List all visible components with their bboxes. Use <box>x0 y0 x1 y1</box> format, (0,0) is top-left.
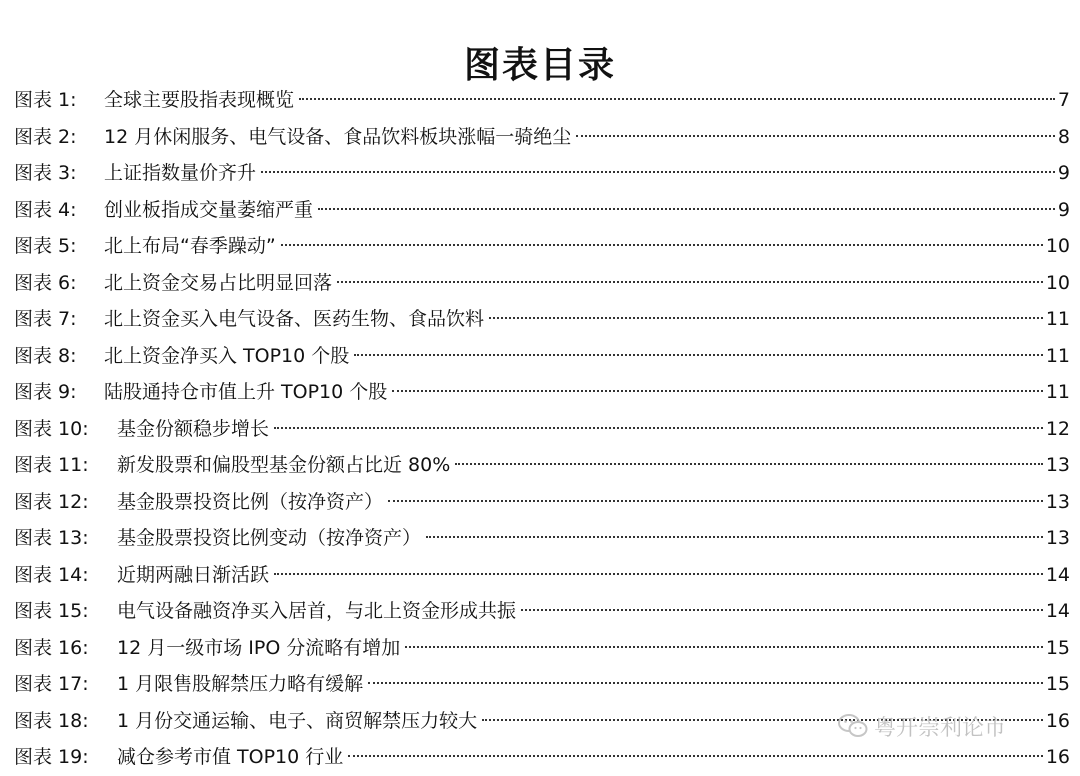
toc-entry-page: 14 <box>1045 563 1070 586</box>
toc-entry-page: 9 <box>1057 162 1070 184</box>
toc-entry-title: 1 月限售股解禁压力略有缓解 <box>117 673 364 695</box>
toc-entry-label: 图表 15: <box>14 600 89 622</box>
toc-entry-label: 图表 17: <box>14 673 89 695</box>
toc-entry[interactable] <box>14 338 1070 375</box>
toc-entry-title: 新发股票和偏股型基金份额占比近 80% <box>117 454 451 476</box>
toc-entry-page: 10 <box>1045 271 1070 294</box>
toc-leader-dots <box>274 427 1043 429</box>
toc-entry[interactable] <box>14 374 1070 411</box>
toc-entry-label: 图表 1: <box>14 89 77 111</box>
toc-entry-page: 15 <box>1045 673 1070 695</box>
toc-entry-label: 图表 10: <box>14 417 89 440</box>
toc-leader-dots <box>368 682 1043 684</box>
toc-entry-page: 16 <box>1045 746 1070 768</box>
toc-entry-page: 13 <box>1045 490 1070 513</box>
toc-list <box>14 82 1070 776</box>
toc-entry-title: 北上资金交易占比明显回落 <box>104 271 333 294</box>
toc-leader-dots <box>388 500 1043 502</box>
toc-leader-dots <box>489 317 1043 319</box>
toc-entry-page: 14 <box>1045 600 1070 622</box>
toc-entry-label: 图表 18: <box>14 709 89 732</box>
toc-entry-label: 图表 2: <box>14 125 77 148</box>
toc-entry-label: 图表 8: <box>14 344 77 367</box>
toc-entry-title: 基金股票投资比例变动（按净资产） <box>117 527 422 549</box>
toc-entry[interactable] <box>14 155 1070 192</box>
watermark-text: 粤开崇利论市 <box>874 715 1007 741</box>
toc-entry-title: 1 月份交通运输、电子、商贸解禁压力较大 <box>117 709 478 732</box>
toc-leader-dots <box>455 463 1043 465</box>
toc-entry-label: 图表 12: <box>14 490 89 513</box>
toc-entry-title: 上证指数量价齐升 <box>104 162 257 184</box>
toc-leader-dots <box>521 609 1043 611</box>
toc-entry-label: 图表 5: <box>14 235 77 257</box>
toc-entry[interactable] <box>14 119 1070 156</box>
toc-entry-label: 图表 11: <box>14 454 89 476</box>
toc-entry[interactable] <box>14 557 1070 594</box>
toc-entry[interactable] <box>14 192 1070 229</box>
toc-entry-title: 北上布局“春季躁动” <box>104 235 276 257</box>
toc-entry-title: 电气设备融资净买入居首，与北上资金形成共振 <box>117 600 517 622</box>
toc-entry[interactable] <box>14 630 1070 667</box>
toc-entry-title: 减仓参考市值 TOP10 行业 <box>117 746 344 768</box>
toc-entry-label: 图表 4: <box>14 198 77 221</box>
toc-entry[interactable] <box>14 228 1070 265</box>
toc-entry-page: 16 <box>1045 709 1070 732</box>
toc-entry[interactable] <box>14 82 1070 119</box>
toc-entry-title: 全球主要股指表现概览 <box>104 89 295 111</box>
toc-entry-page: 7 <box>1057 89 1070 111</box>
toc-entry[interactable] <box>14 265 1070 302</box>
toc-leader-dots <box>281 244 1043 246</box>
toc-entry-title: 12 月休闲服务、电气设备、食品饮料板块涨幅一骑绝尘 <box>104 125 572 148</box>
toc-entry-title: 创业板指成交量萎缩严重 <box>104 198 314 221</box>
toc-entry-title: 基金股票投资比例（按净资产） <box>117 490 384 513</box>
toc-entry-page: 10 <box>1045 235 1070 257</box>
toc-entry-label: 图表 6: <box>14 271 77 294</box>
toc-entry-title: 陆股通持仓市值上升 TOP10 个股 <box>104 381 388 403</box>
toc-leader-dots <box>405 646 1043 648</box>
toc-entry-label: 图表 16: <box>14 636 89 659</box>
toc-entry-label: 图表 14: <box>14 563 89 586</box>
toc-leader-dots <box>348 755 1043 757</box>
toc-entry-page: 11 <box>1045 308 1070 330</box>
toc-leader-dots <box>299 98 1055 100</box>
toc-entry-label: 图表 7: <box>14 308 77 330</box>
toc-entry-title: 北上资金买入电气设备、医药生物、食品饮料 <box>104 308 485 330</box>
toc-entry[interactable] <box>14 411 1070 448</box>
toc-entry-page: 12 <box>1045 417 1070 440</box>
toc-leader-dots <box>576 135 1055 137</box>
wechat-icon <box>838 713 868 739</box>
watermark <box>838 706 1006 746</box>
toc-entry-title: 北上资金净买入 TOP10 个股 <box>104 344 350 367</box>
toc-entry-page: 13 <box>1045 454 1070 476</box>
toc-leader-dots <box>274 573 1043 575</box>
toc-entry[interactable] <box>14 666 1070 703</box>
toc-entry-title: 基金份额稳步增长 <box>117 417 270 440</box>
toc-leader-dots <box>354 354 1043 356</box>
toc-entry-page: 11 <box>1045 344 1070 367</box>
toc-entry-label: 图表 19: <box>14 746 89 768</box>
toc-entry[interactable] <box>14 484 1070 521</box>
toc-entry-page: 8 <box>1057 125 1070 148</box>
toc-entry[interactable] <box>14 593 1070 630</box>
toc-entry-page: 11 <box>1045 381 1070 403</box>
toc-leader-dots <box>337 281 1043 283</box>
toc-entry-label: 图表 9: <box>14 381 77 403</box>
toc-leader-dots <box>261 171 1055 173</box>
toc-leader-dots <box>392 390 1043 392</box>
toc-entry[interactable] <box>14 301 1070 338</box>
toc-entry-title: 12 月一级市场 IPO 分流略有增加 <box>117 636 401 659</box>
toc-entry[interactable] <box>14 447 1070 484</box>
toc-entry-title: 近期两融日渐活跃 <box>117 563 270 586</box>
toc-entry[interactable] <box>14 520 1070 557</box>
toc-entry-label: 图表 13: <box>14 527 89 549</box>
toc-leader-dots <box>318 208 1055 210</box>
toc-entry-page: 15 <box>1045 636 1070 659</box>
toc-leader-dots <box>426 536 1043 538</box>
page-title: 图表目录 <box>463 45 616 87</box>
toc-entry-page: 13 <box>1045 527 1070 549</box>
toc-entry-page: 9 <box>1057 198 1070 221</box>
toc-entry-label: 图表 3: <box>14 162 77 184</box>
